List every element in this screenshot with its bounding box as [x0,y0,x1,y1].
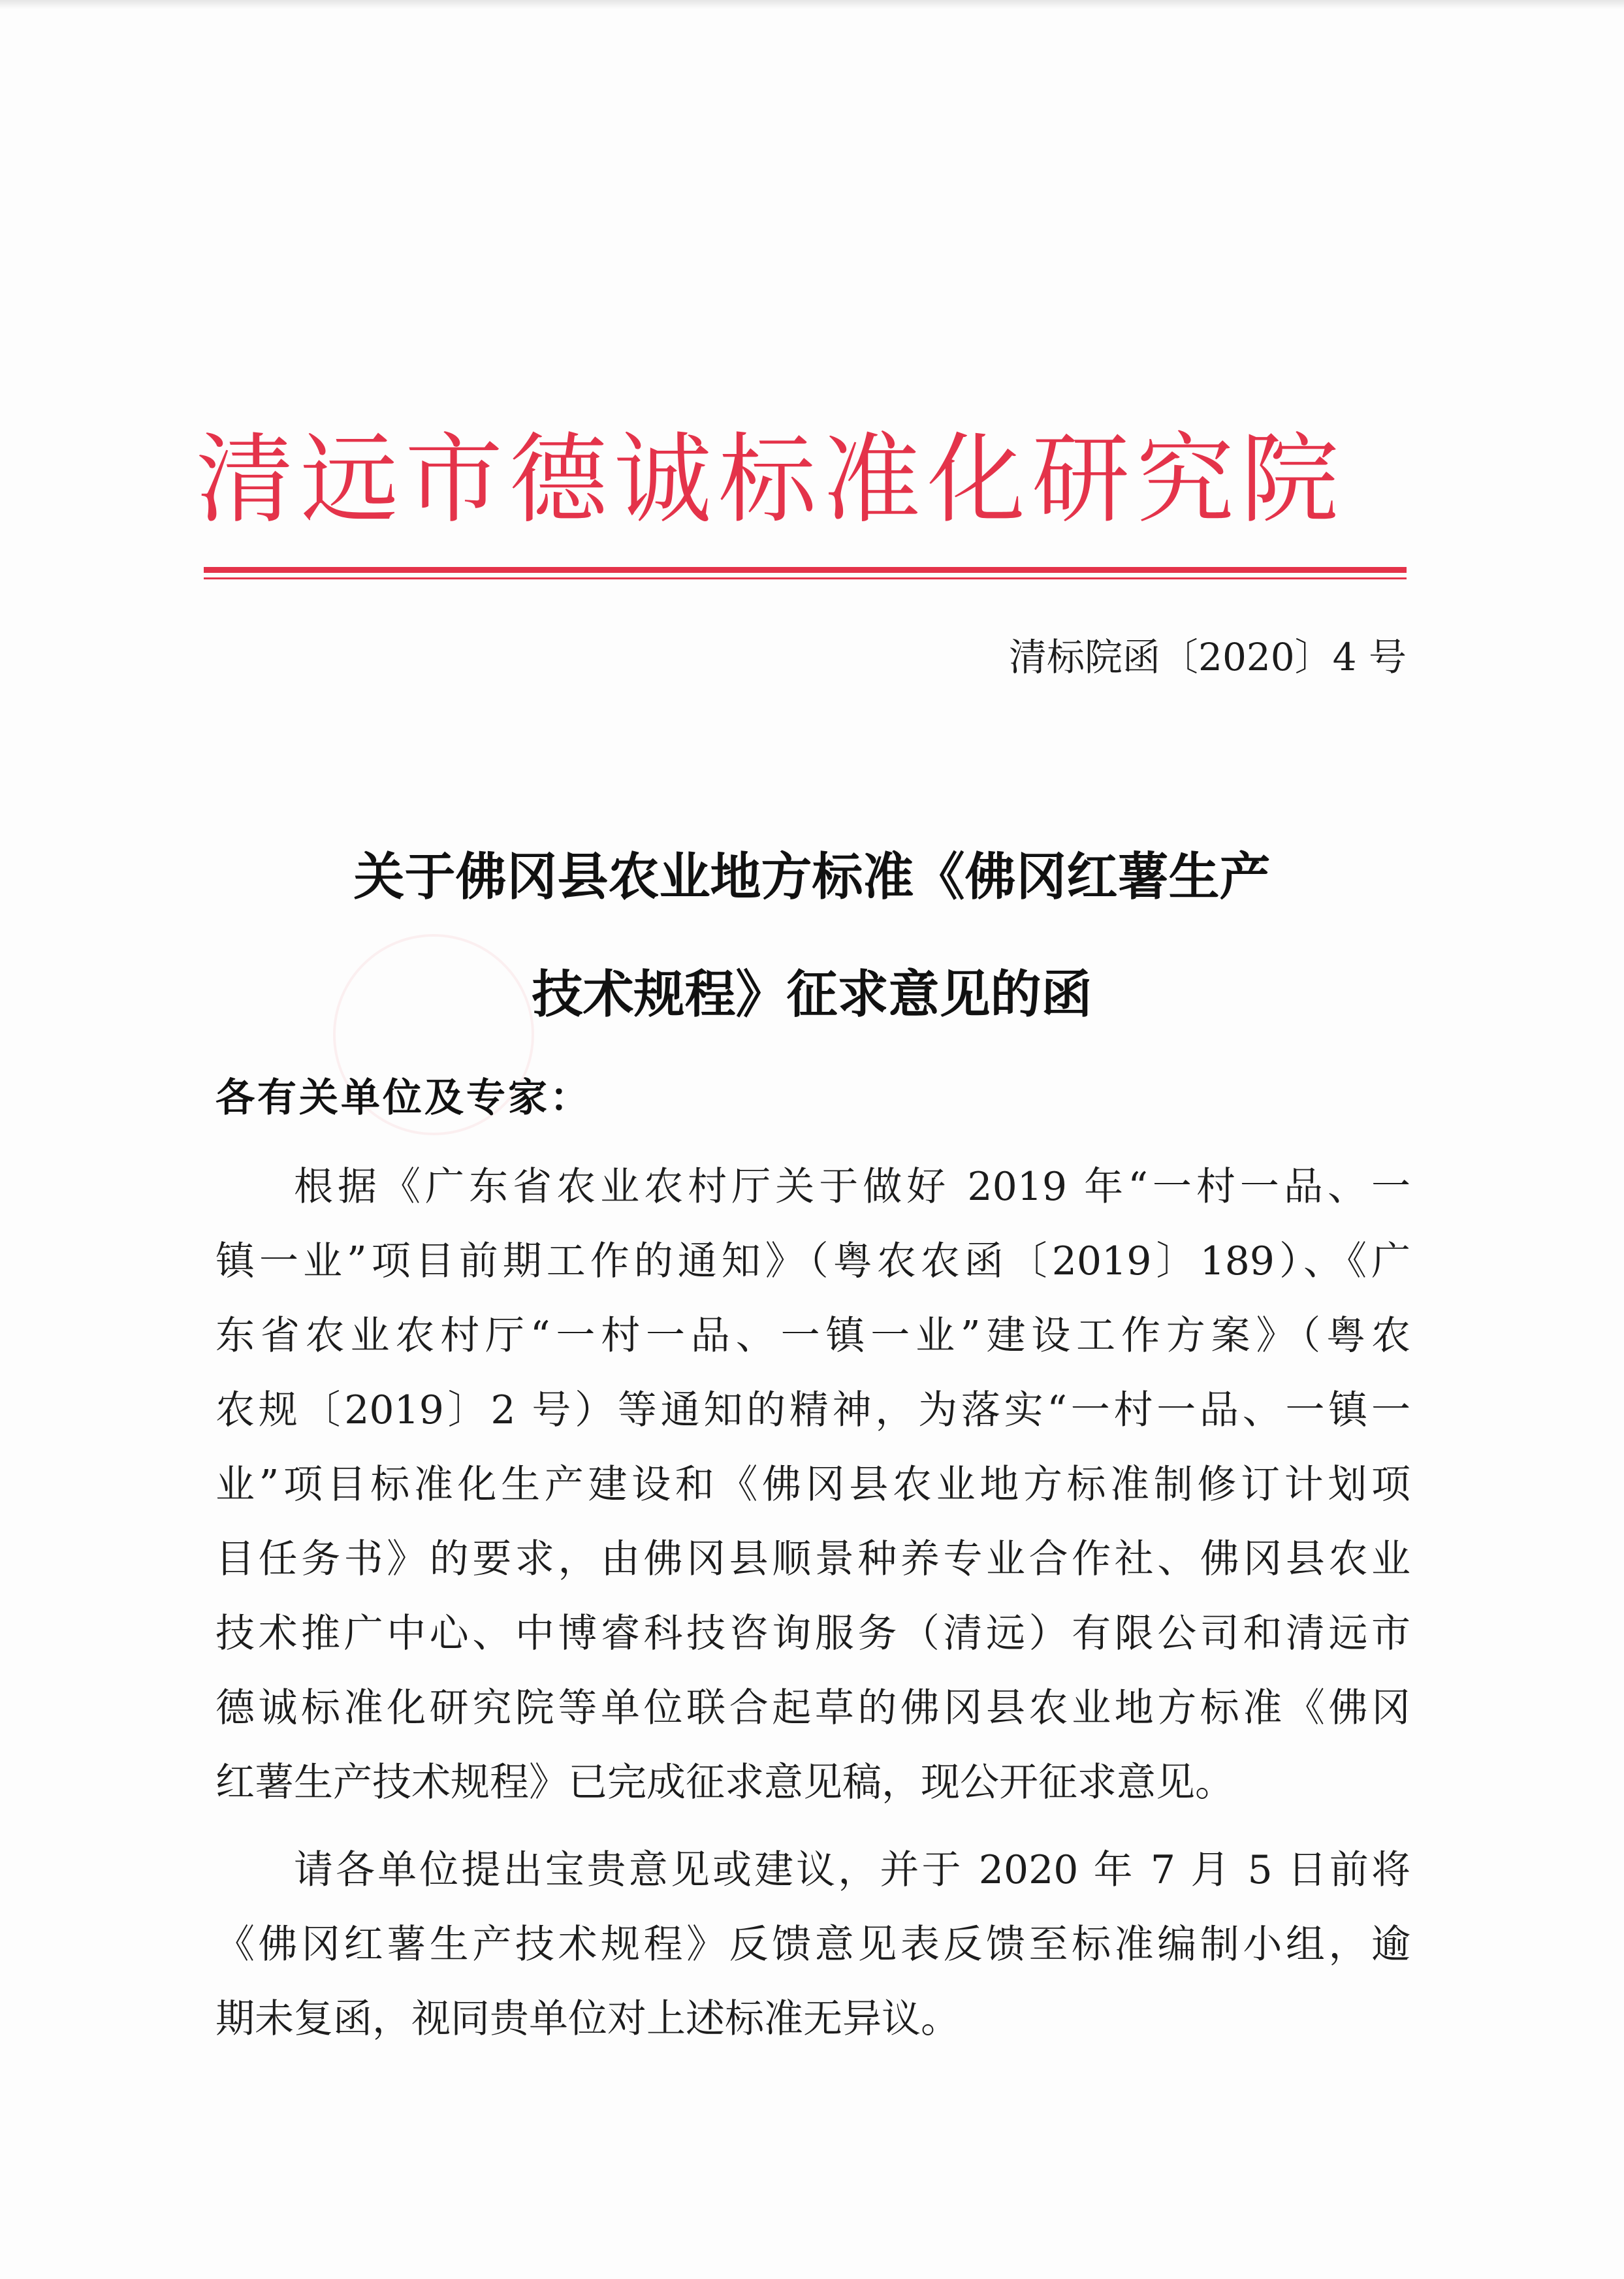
letter-title-line-1: 关于佛冈县农业地方标准《佛冈红薯生产 [353,848,1271,907]
paragraph-2-line: 期未复函，视同贵单位对上述标准无异议。 [215,1996,960,2042]
document-number: 清标院函〔2020〕4 号 [1009,635,1407,679]
paragraph-1-line: 东省农业农村厅“一村一品、一镇一业”建设工作方案》（粤农 [215,1313,1410,1359]
paragraph-1-line: 根据《广东省农业农村厅关于做好 2019 年“一村一品、一 [294,1164,1410,1210]
paragraph-1-line: 业”项目标准化生产建设和《佛冈县农业地方标准制修订计划项 [215,1462,1410,1508]
paragraph-1-line: 目任务书》的要求，由佛冈县顺景种养专业合作社、佛冈县农业 [215,1536,1410,1582]
salutation: 各有关单位及专家： [215,1075,592,1121]
paragraph-2-line: 请各单位提出宝贵意见或建议，并于 2020 年 7 月 5 日前将 [294,1847,1410,1893]
letter-title-line-2: 技术规程》征求意见的函 [532,965,1092,1024]
paragraph-1-line: 农规〔2019〕2 号）等通知的精神，为落实“一村一品、一镇一 [215,1387,1410,1433]
paragraph-1-line: 德诚标准化研究院等单位联合起草的佛冈县农业地方标准《佛冈 [215,1685,1410,1731]
letterhead-red-rule-thin [204,577,1407,579]
paragraph-2-line: 《佛冈红薯生产技术规程》反馈意见表反馈至标准编制小组，逾 [215,1922,1410,1967]
scan-edge-shadow [0,0,1624,9]
letterhead-red-rule [204,567,1407,573]
paragraph-1-line: 红薯生产技术规程》已完成征求意见稿，现公开征求意见。 [215,1760,1234,1805]
paragraph-1-line: 镇一业”项目前期工作的通知》（粤农农函〔2019〕189）、《广 [215,1238,1410,1284]
organization-letterhead: 清远市德诚标准化研究院 [196,423,1346,537]
paragraph-1-line: 技术推广中心、中博睿科技咨询服务（清远）有限公司和清远市 [215,1611,1410,1657]
